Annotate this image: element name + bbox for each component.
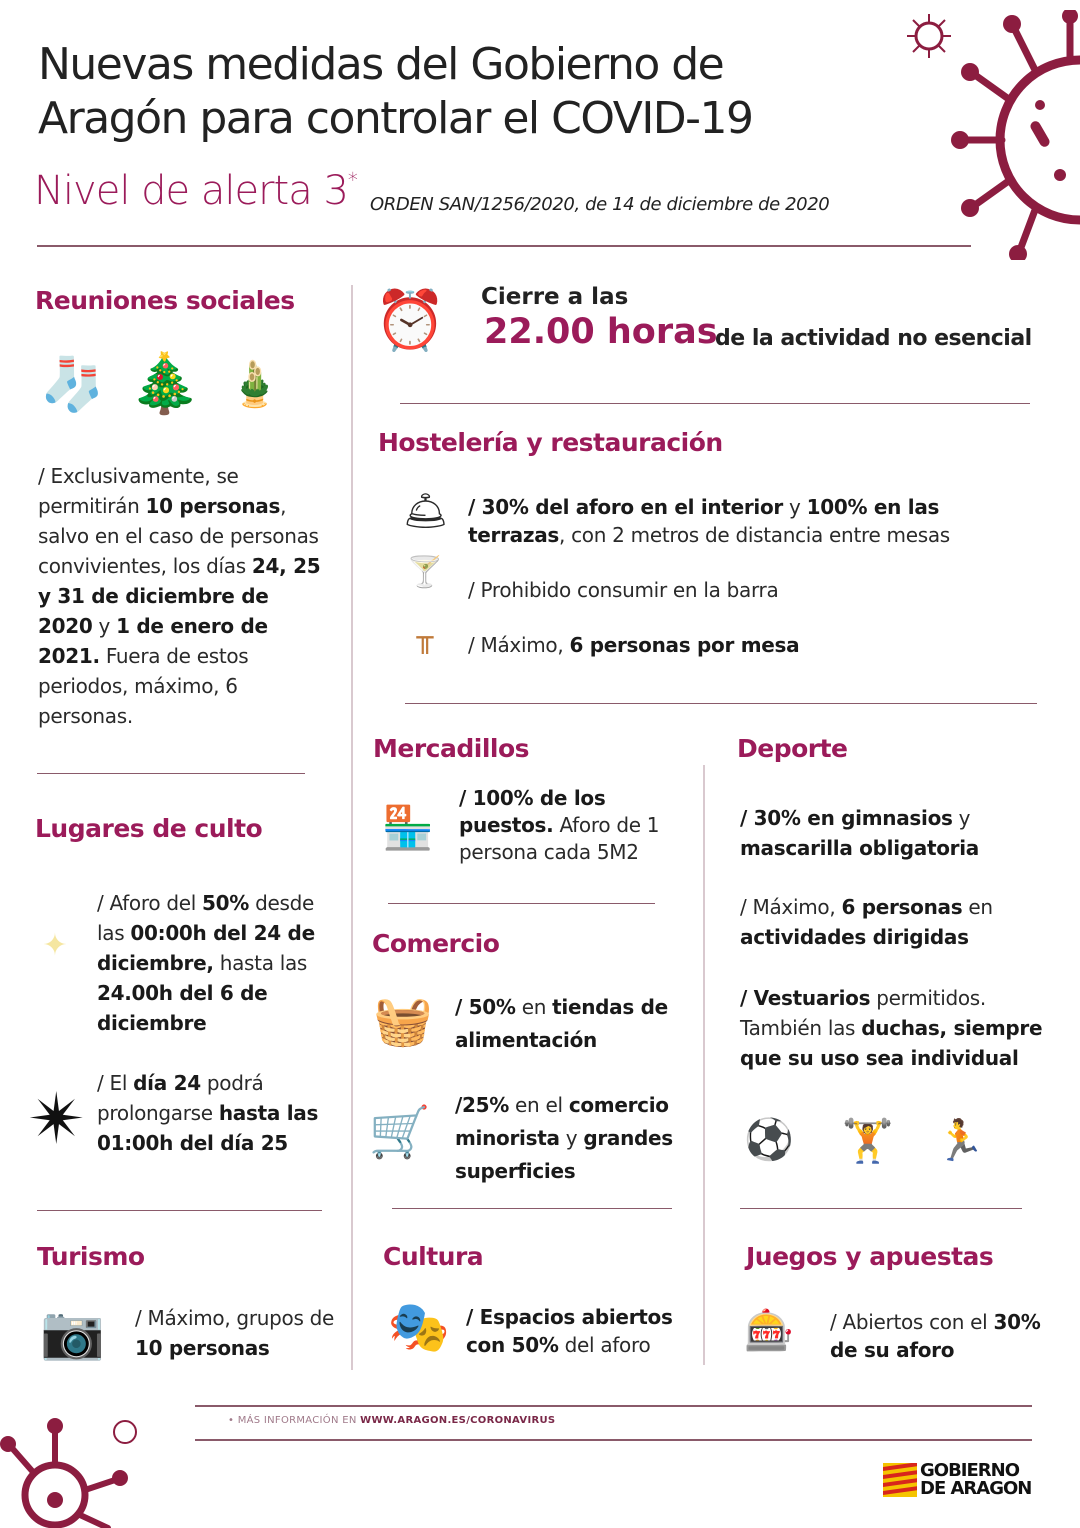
footer-divider-top (195, 1405, 1032, 1407)
bold-text-segment: 6 personas (841, 895, 963, 919)
comercio-heading: Comercio (372, 929, 500, 958)
text-segment: en (515, 995, 553, 1019)
juegos-text (830, 1308, 1050, 1364)
text-segment: del Gobierno de (382, 39, 724, 90)
runner-icon: 🏃 (935, 1117, 985, 1164)
text-segment: hasta las (213, 951, 308, 975)
title-line-2 (38, 92, 918, 146)
footer-info-prefix: MÁS INFORMACIÓN EN (237, 1415, 361, 1426)
text-segment: desde las (97, 891, 315, 945)
logo-line-1: GOBIERNO (920, 1460, 1020, 1481)
text-segment: y (92, 614, 117, 638)
text-segment: del aforo (558, 1333, 651, 1357)
cierre-label: Cierre a las (481, 284, 629, 310)
order-reference: ORDEN SAN/1256/2020, de 14 de diciembre de 2020 (370, 194, 830, 215)
title-line-1 (38, 38, 918, 92)
cierre-time: 22.00 horas (484, 312, 718, 352)
divider (392, 1208, 672, 1209)
bold-text-segment: grandes superficies (455, 1126, 673, 1183)
text-segment: / El (97, 1071, 134, 1095)
deporte-item-1 (740, 803, 1040, 863)
reuniones-text (38, 461, 323, 731)
shopping-cart-icon: 🛒 (368, 1103, 432, 1161)
bold-text-segment: 24, 25 y 31 de diciembre de 2020 (38, 554, 321, 638)
bold-text-segment: actividades dirigidas (740, 925, 969, 949)
divider (400, 403, 1030, 404)
mercadillos-heading: Mercadillos (373, 734, 530, 763)
bold-text-segment: / 100% de los puestos. (459, 786, 606, 837)
bold-text-segment: para controlar el COVID-19 (199, 93, 753, 144)
comercio-item-1 (455, 991, 695, 1057)
market-stall-icon: 🏪 (381, 803, 435, 852)
cierre-suffix: de la actividad no esencial (715, 326, 1032, 351)
column-divider-left (351, 285, 353, 1370)
alert-level (34, 168, 357, 214)
column-divider-right (703, 765, 705, 1365)
ornaments-icon: 🎍 (227, 359, 282, 410)
text-segment: en el (508, 1093, 569, 1117)
stocking-icon: 🧦 (40, 355, 105, 415)
text-segment: / Exclusivamente, se permitirán (38, 464, 239, 518)
juegos-heading: Juegos y apuestas (746, 1242, 994, 1271)
virus-illustration-top-right (940, 10, 1080, 260)
text-segment: y (559, 1126, 584, 1150)
divider (37, 1210, 322, 1211)
cultura-heading: Cultura (383, 1242, 484, 1271)
bold-text-segment: duchas, siempre que su uso sea individual (740, 1016, 1043, 1070)
bold-text-segment: 50% (202, 891, 250, 915)
text-segment: podrá prolongarse (97, 1071, 264, 1125)
reuniones-heading: Reuniones sociales (35, 286, 295, 315)
alarm-clock-icon: ⏰ (374, 286, 447, 354)
alert-asterisk: * (347, 168, 357, 192)
bold-text-segment: 6 personas por mesa (569, 633, 800, 657)
cultura-text (466, 1303, 696, 1359)
bold-text-segment: / 50% (455, 995, 516, 1019)
hosteleria-heading: Hostelería y restauración (378, 428, 723, 457)
text-segment: , salvo en el caso de personas convivientes, los días (38, 494, 319, 578)
footer-link[interactable]: WWW.ARAGON.ES/CORONAVIRUS (360, 1415, 556, 1426)
christmas-tree-icon: 🎄 (128, 348, 202, 417)
cloche-icon: 🛎 (402, 490, 449, 532)
text-segment: / Máximo, (740, 895, 842, 919)
bold-text-segment: tiendas de alimentación (455, 995, 668, 1052)
culto-heading: Lugares de culto (35, 814, 263, 843)
bold-text-segment: / Espacios abiertos con 50% (466, 1305, 673, 1357)
divider (405, 703, 1037, 704)
bold-text-segment: 30% de su aforo (830, 1310, 1041, 1362)
theater-masks-icon: 🎭 (387, 1297, 451, 1356)
soccer-ball-icon: ⚽ (744, 1116, 794, 1163)
footer-divider-bottom (195, 1439, 1032, 1441)
virus-illustration-bottom-left (0, 1410, 150, 1528)
bold-text-segment: Nuevas medidas (38, 39, 383, 90)
alert-level-text: Nivel de alerta 3 (34, 168, 348, 214)
mercadillos-text (459, 785, 679, 866)
sparkle-glow-icon: ✦ (42, 927, 68, 963)
text-segment: / Aforo del (97, 891, 203, 915)
bold-text-segment: comercio minorista (455, 1093, 669, 1150)
deporte-heading: Deporte (737, 734, 848, 763)
bold-text-segment: 24.00h del 6 de diciembre (97, 981, 268, 1035)
text-segment: Aforo de 1 persona cada 5M2 (459, 813, 660, 864)
bold-text-segment: mascarilla obligatoria (740, 836, 979, 860)
bold-text-segment: día 24 (133, 1071, 201, 1095)
text-segment: / Prohibido consumir en la barra (468, 578, 779, 602)
deporte-item-3 (740, 983, 1060, 1073)
footer-info (228, 1415, 555, 1426)
bold-text-segment: 1 de enero de 2021. (38, 614, 268, 668)
table-chairs-icon: ╥ (416, 620, 434, 654)
text-segment: / Máximo, (468, 633, 570, 657)
hosteleria-item-3 (468, 630, 968, 660)
weightlifter-icon: 🏋 (841, 1116, 895, 1165)
divider (388, 903, 655, 904)
text-segment: Fuera de estos periodos, máximo, 6 personas. (38, 644, 249, 728)
turismo-text (135, 1303, 335, 1363)
text-segment: y (783, 495, 807, 519)
bold-text-segment: 00:00h del 24 de diciembre, (97, 921, 315, 975)
turismo-heading: Turismo (37, 1242, 145, 1271)
casino-chips-icon: 🎰 (744, 1307, 794, 1354)
bold-text-segment: 100% en las terrazas (468, 495, 940, 547)
text-segment: en (962, 895, 993, 919)
logo-line-2: DE ARAGON (920, 1478, 1032, 1499)
bold-text-segment: / 30% del aforo en el interior (468, 495, 783, 519)
bold-text-segment: / 30% en gimnasios (740, 806, 953, 830)
divider (740, 1208, 1022, 1209)
divider (37, 773, 305, 774)
bold-text-segment: /25% (455, 1093, 509, 1117)
text-segment: y (952, 806, 971, 830)
small-virus-icon-top (905, 12, 953, 60)
text-segment: permitidos. También las (740, 986, 986, 1040)
bold-text-segment: hasta las 01:00h del día 25 (97, 1101, 319, 1155)
culto-item-1 (97, 888, 347, 1038)
hosteleria-item-1 (468, 493, 1038, 549)
culto-item-2 (97, 1068, 337, 1158)
camera-icon: 📷 (40, 1303, 105, 1363)
comercio-item-2 (455, 1089, 700, 1188)
grocery-basket-icon: 🧺 (373, 992, 433, 1049)
page-title (38, 38, 918, 146)
hosteleria-item-2 (468, 575, 968, 605)
header-divider (37, 245, 971, 247)
text-segment: , con 2 metros de distancia entre mesas (559, 523, 950, 547)
bold-text-segment: 10 personas (145, 494, 281, 518)
cocktail-icon: 🍸 (406, 555, 444, 590)
bold-text-segment: / Vestuarios (740, 986, 871, 1010)
bold-text-segment: 10 personas (135, 1336, 270, 1360)
bullet: • (228, 1415, 238, 1426)
deporte-item-2 (740, 892, 1040, 952)
text-segment: / Abiertos con el (830, 1310, 994, 1334)
aragon-flag-icon (883, 1463, 917, 1497)
text-segment: Aragón (38, 93, 200, 144)
star-icon: ✴ (27, 1078, 87, 1160)
gobierno-aragon-logo (883, 1462, 1031, 1498)
text-segment: / Máximo, grupos de (135, 1306, 335, 1330)
